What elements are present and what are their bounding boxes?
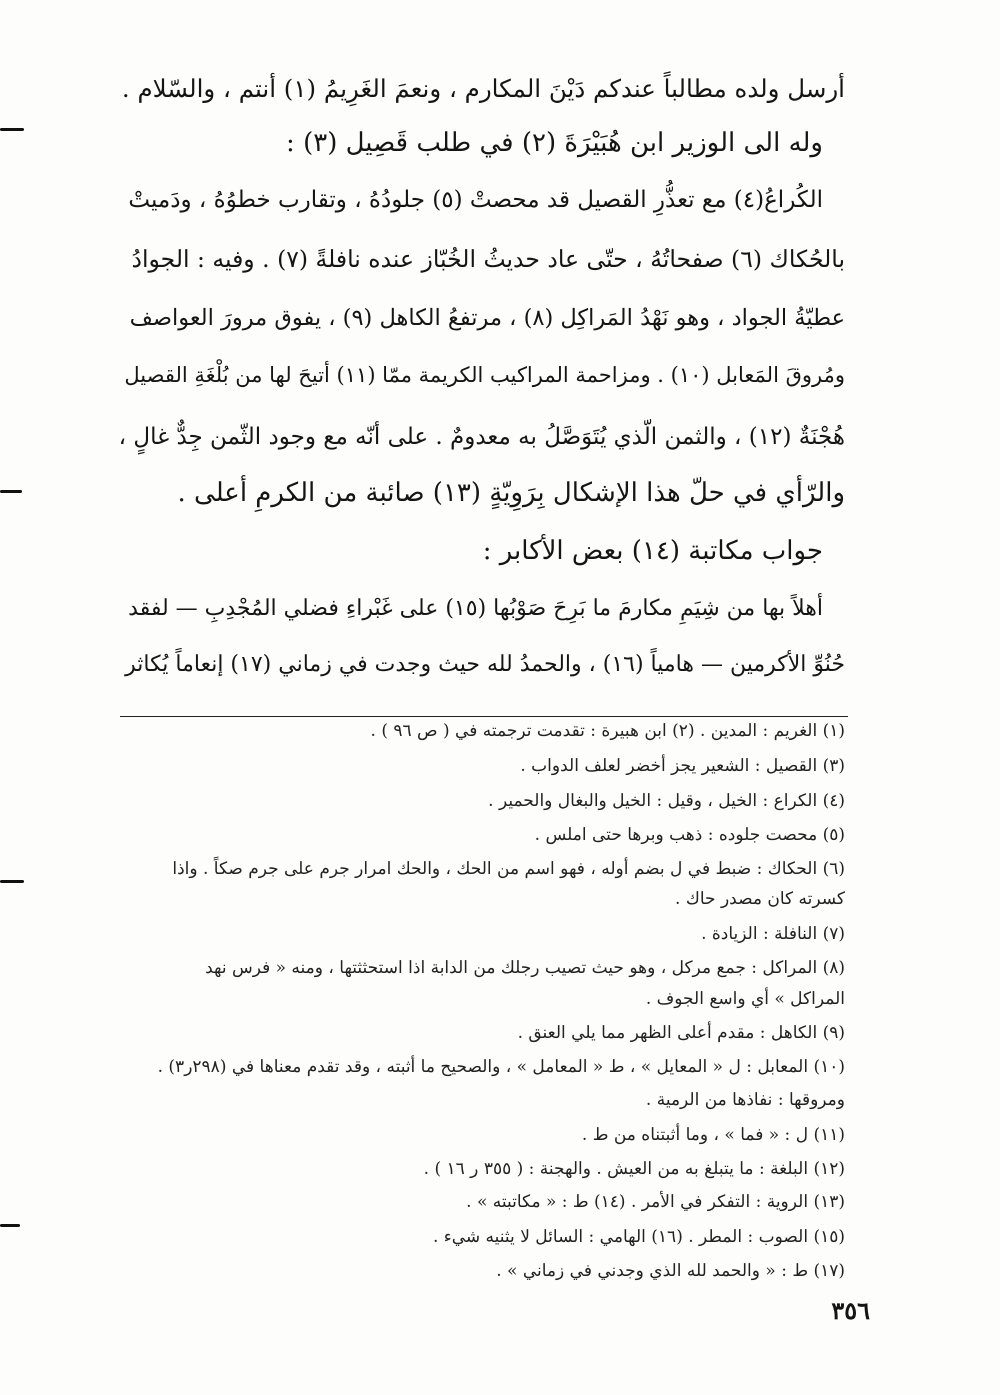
main-line: والرّأي في حلّ هذا الإشكال بِرَوِيّةٍ (١٣) صائبة من الكرمِ أعلى .	[177, 478, 845, 508]
main-line: بالحُكاك (٦) صفحاتُهُ ، حتّى عاد حديثُ الخُبّاز عنده نافلةً (٧) . وفيه : الجوادُ	[131, 245, 845, 273]
page-number: ٣٥٦	[831, 1296, 870, 1325]
footnote: (٦) الحكاك : ضبط في ل بضم أوله ، فهو اسم من الحك ، والحك امرار جرم على جرم صكاً . واذا	[172, 859, 845, 879]
footnote: (١٢) البلغة : ما يتبلغ به من العيش . والهجنة : ( ٣٥٥ ر ١٦ ) .	[423, 1159, 845, 1179]
footnote: (٨) المراكل : جمع مركل ، وهو حيث تصيب رجلك من الدابة اذا استحثثتها ، ومنه « فرس نهد	[205, 958, 845, 978]
footnote: (١) الغريم : المدين . (٢) ابن هبيرة : تقدمت ترجمته في ( ص ٩٦ ) .	[370, 721, 845, 741]
footnote: (٩) الكاهل : مقدم أعلى الظهر مما يلي العنق .	[517, 1023, 845, 1043]
main-line: وله الى الوزير ابن هُبَيْرَةَ (٢) في طلب قَصِيل (٣) :	[286, 128, 823, 158]
main-line: الكُراعُ(٤) مع تعذُّرِ القصيل قد محصتْ (٥) جلودُهُ ، وتقارب خطوُهُ ، ودَميتْ	[128, 187, 823, 213]
footnote: (١٥) الصوب : المطر . (١٦) الهامي : السائل لا يثنيه شيء .	[432, 1227, 845, 1247]
footnote: (١٧) ط : « والحمد لله الذي وجدني في زماني » .	[496, 1261, 845, 1281]
footnote: (١٣) الروية : التفكر في الأمر . (١٤) ط : « مكاتبته » .	[466, 1192, 845, 1212]
margin-mark	[0, 880, 24, 883]
footnote: المراكل » أي واسع الجوف .	[645, 989, 845, 1009]
main-line: عطيّةُ الجواد ، وهو نَهْدُ المَراكِل (٨) ، مرتفعُ الكاهل (٩) ، يفوق مرورَ العواصف	[129, 305, 845, 331]
main-line: أهلاً بها من شِيَمِ مكارمَ ما بَرِحَ صَوْبُها (١٥) على غَبْراءِ فضلي المُجْدِبِ — لفقد	[128, 596, 823, 621]
main-line: ومُروقَ المَعابل (١٠) . ومزاحمة المراكيب الكريمة ممّا (١١) أتيحَ لها من بُلْغَةِ القصيل	[124, 363, 845, 387]
footnote-rule	[120, 716, 848, 717]
main-line: هُجْنَةٌ (١٢) ، والثمن الّذي يُتَوَصَّلُ به معدومٌ . على أنّه مع وجود الثّمن جِدٌّ غالٍ ،	[118, 424, 845, 450]
footnote: ومروقها : نفاذها من الرمية .	[645, 1090, 845, 1110]
margin-mark	[0, 128, 24, 131]
margin-mark	[0, 490, 22, 493]
section-heading: جواب مكاتبة (١٤) بعض الأكابر :	[482, 536, 823, 566]
footnote: (٣) القصيل : الشعير يجز أخضر لعلف الدواب .	[520, 756, 845, 776]
footnote: (٥) محصت جلوده : ذهب وبرها حتى املس .	[534, 825, 845, 845]
footnote: كسرته كان مصدر حاك .	[675, 889, 845, 909]
footnote: (٧) النافلة : الزيادة .	[701, 924, 845, 944]
main-line: حُنُوِّ الأكرمين — هامياً (١٦) ، والحمدُ لله حيث وجدت في زماني (١٧) إنعاماً يُكاثر	[125, 652, 845, 677]
footnote: (١٠) المعابل : ل « المعايل » ، ط « المعامل » ، والصحيح ما أثبته ، وقد تقدم معناها في (٢٩٨ر٣) .	[157, 1057, 845, 1077]
margin-mark	[0, 1224, 20, 1227]
footnote: (٤) الكراع : الخيل ، وقيل : الخيل والبغال والحمير .	[488, 791, 845, 811]
footnote: (١١) ل : « فما » ، وما أثبتناه من ط .	[581, 1125, 845, 1145]
main-line: أرسل ولده مطالباً عندكم دَيْنَ المكارم ، ونعمَ الغَرِيمُ (١) أنتم ، والسّلام .	[121, 74, 845, 103]
